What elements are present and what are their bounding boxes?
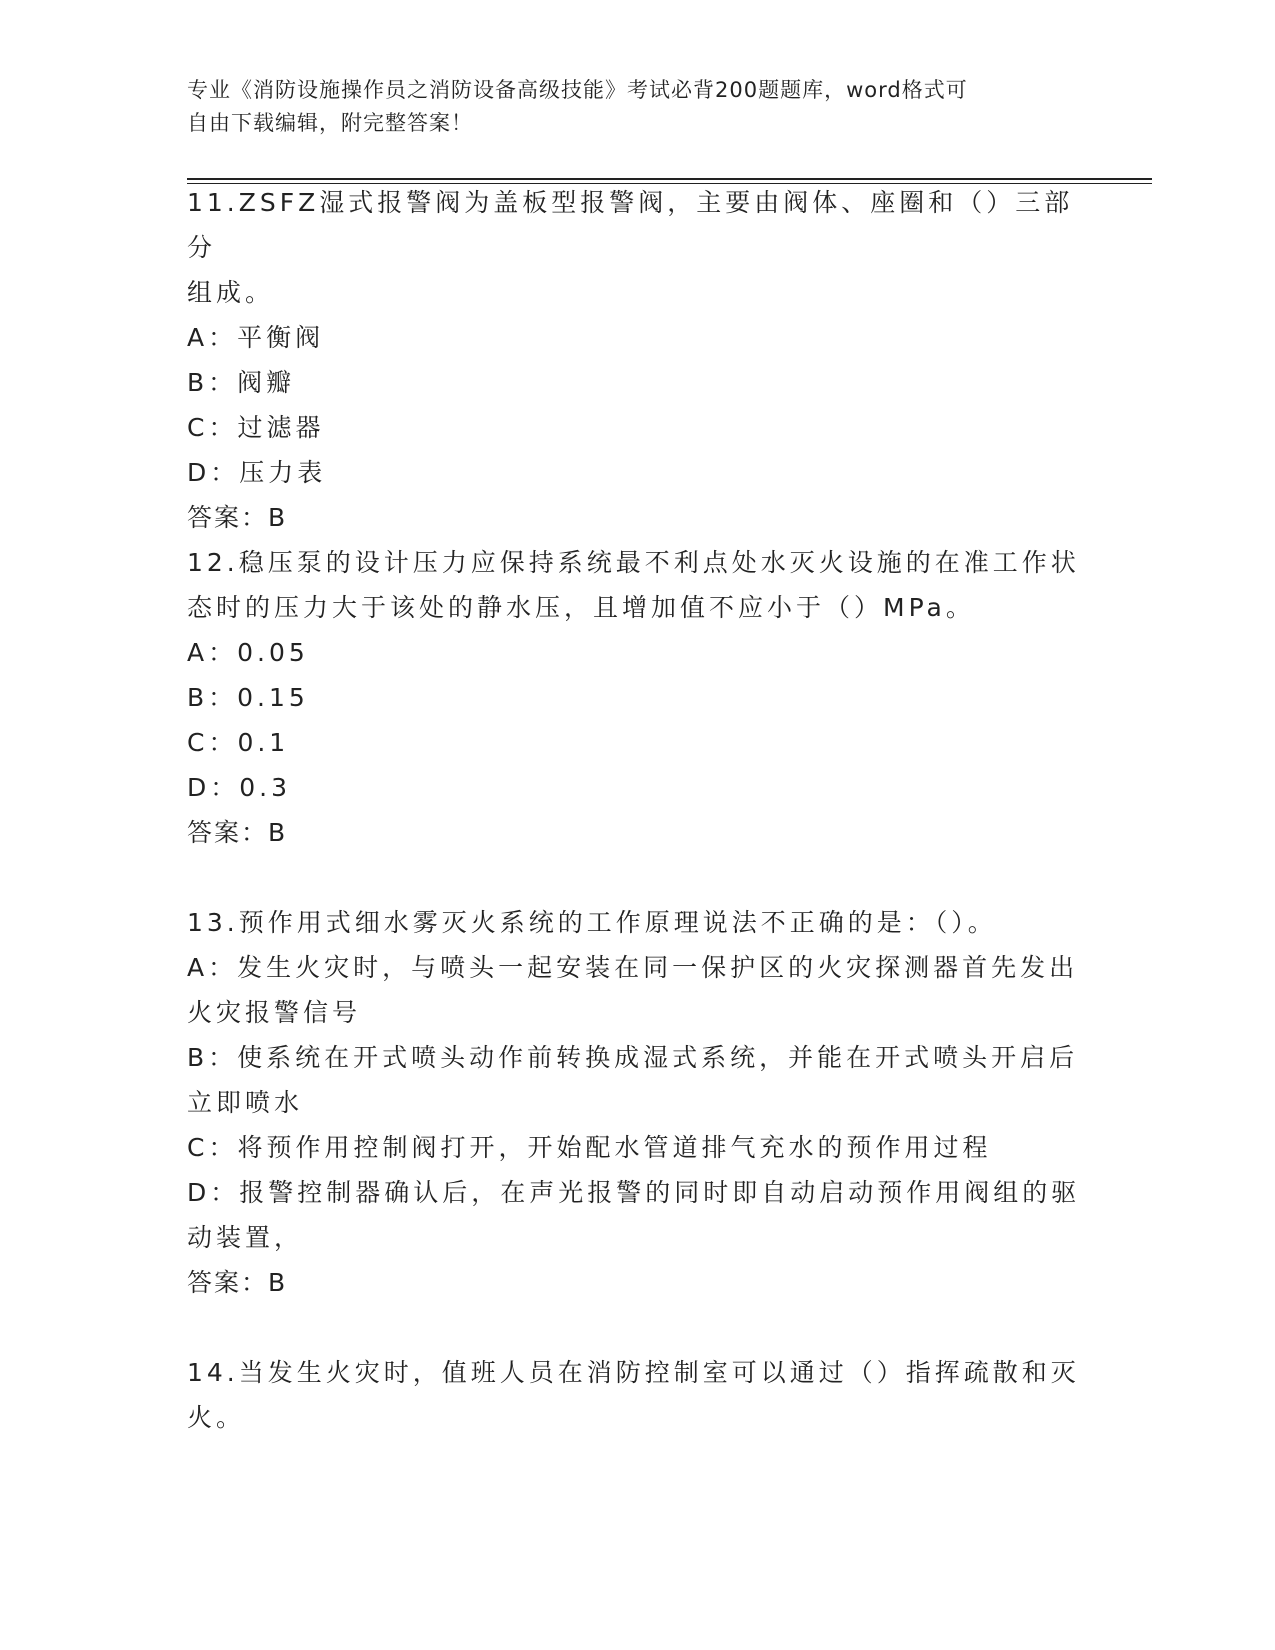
document-header [187,74,1087,140]
option-a-continued: 火灾报警信号 [187,998,362,1027]
option-d: D：压力表 [187,458,327,487]
question-stem-continued: 火。 [187,1403,246,1432]
option-a: A：平衡阀 [187,323,325,352]
header-line-1: 专业《消防设施操作员之消防设备高级技能》考试必背200题题库，word格式可 [187,78,968,102]
question-14 [187,1350,1087,1440]
answer: 答案：B [187,1268,288,1297]
question-11 [187,180,1087,540]
question-stem: 12.稳压泵的设计压力应保持系统最不利点处水灭火设施的在准工作状 [187,548,1080,577]
option-c: C：将预作用控制阀打开，开始配水管道排气充水的预作用过程 [187,1133,992,1162]
question-stem: 13.预作用式细水雾灭火系统的工作原理说法不正确的是：（）。 [187,908,997,937]
option-a: A：发生火灾时，与喷头一起安装在同一保护区的火灾探测器首先发出 [187,953,1079,982]
option-a: A：0.05 [187,638,309,667]
question-stem-continued: 态时的压力大于该处的静水压，且增加值不应小于（）MPa。 [187,593,975,622]
option-c: C：0.1 [187,728,290,757]
question-stem-continued: 组成。 [187,278,275,307]
answer: 答案：B [187,503,288,532]
question-12 [187,540,1087,855]
option-b: B：0.15 [187,683,309,712]
question-13 [187,900,1087,1305]
question-stem: 14.当发生火灾时，值班人员在消防控制室可以通过（）指挥疏散和灭 [187,1358,1080,1387]
option-d: D：报警控制器确认后，在声光报警的同时即自动启动预作用阀组的驱 [187,1178,1081,1207]
header-line-2: 自由下载编辑，附完整答案！ [187,111,473,135]
option-b-continued: 立即喷水 [187,1088,304,1117]
question-stem: 11.ZSFZ湿式报警阀为盖板型报警阀，主要由阀体、座圈和（）三部分 [187,188,1074,262]
option-d-continued: 动装置， [187,1223,304,1252]
option-d: D：0.3 [187,773,292,802]
answer: 答案：B [187,818,288,847]
option-c: C：过滤器 [187,413,325,442]
option-b: B：阀瓣 [187,368,296,397]
option-b: B：使系统在开式喷头动作前转换成湿式系统，并能在开式喷头开启后 [187,1043,1079,1072]
